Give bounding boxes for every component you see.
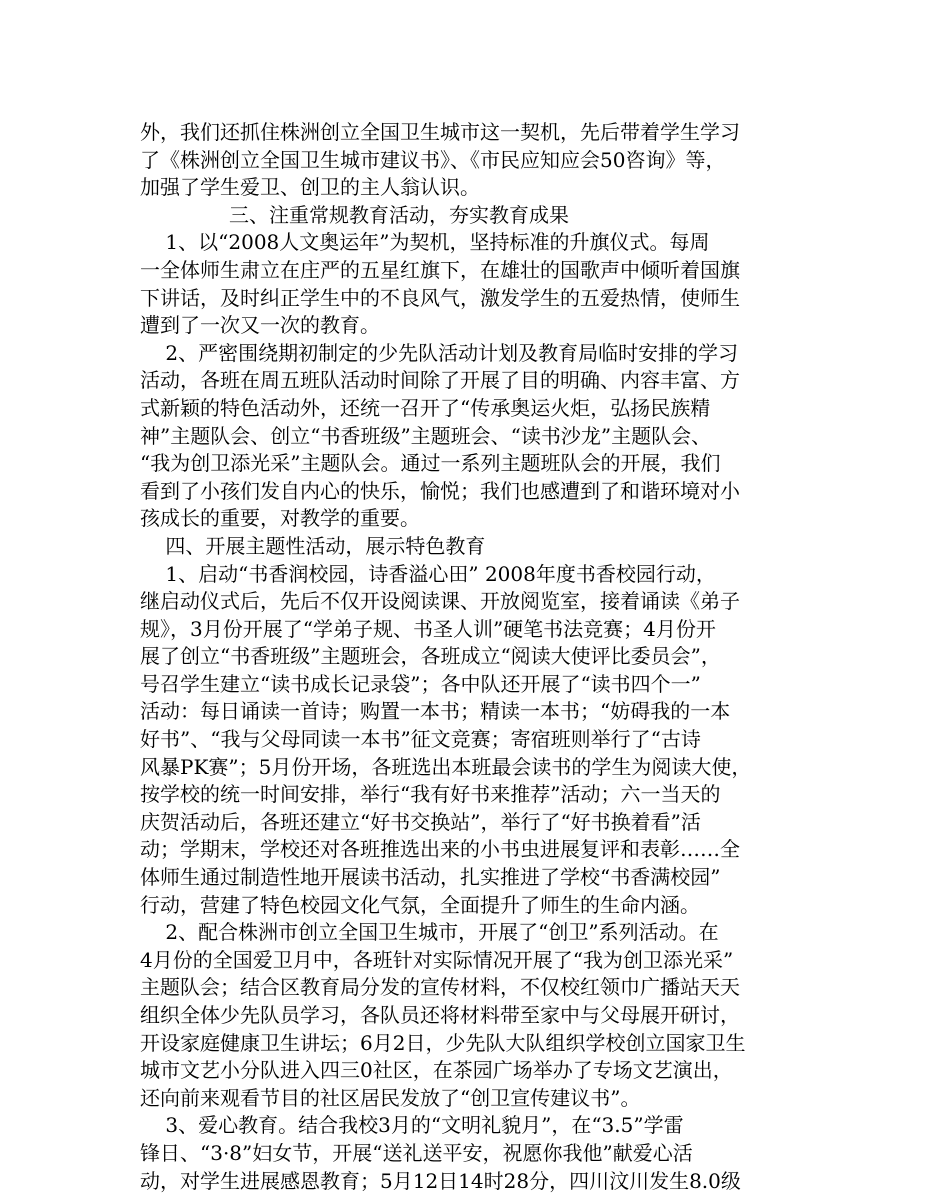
text-line: 展了创立“书香班级”主题班会，各班成立“阅读大使评比委员会”， xyxy=(140,644,721,669)
text-line: 动；学期末，学校还对各班推选出来的小书虫进展复评和表彰……全 xyxy=(140,837,740,862)
text-line: 遭到了一次又一次的教育。 xyxy=(140,313,380,338)
section-heading: 四、开展主题性活动，展示特色教育 xyxy=(140,533,486,558)
body-text xyxy=(140,119,820,1195)
text-line: 活动：每日诵读一首诗；购置一本书；精读一本书；“妨碍我的一本 xyxy=(140,699,731,724)
text-line: 按学校的统一时间安排，举行“我有好书来推荐”活动；六一当天的 xyxy=(140,782,721,807)
text-line: “我为创卫添光采”主题队会。通过一系列主题班队会的开展，我们 xyxy=(140,451,721,476)
text-line: 式新颖的特色活动外，还统一召开了“传承奥运火炬，弘扬民族精 xyxy=(140,395,711,420)
text-line: 1、启动“书香润校园，诗香溢心田” 2008年度书香校园行动， xyxy=(140,561,716,586)
text-line: 开设家庭健康卫生讲坛；6月2日，少先队大队组织学校创立国家卫生 xyxy=(140,1030,746,1055)
text-line: 继启动仪式后，先后不仅开设阅读课、开放阅览室，接着诵读《弟子 xyxy=(140,589,740,614)
text-line: 一全体师生肃立在庄严的五星红旗下，在雄壮的国歌声中倾听着国旗 xyxy=(140,257,740,282)
text-line: 行动，营建了特色校园文化气氛，全面提升了师生的生命内涵。 xyxy=(140,892,700,917)
text-line: 3、爱心教育。结合我校3月的“文明礼貌月”，在“3.5”学雷 xyxy=(140,1113,684,1138)
text-line: 城市文艺小分队进入四三0社区，在茶园广场举办了专场文艺演出， xyxy=(140,1058,733,1083)
text-line: 还向前来观看节目的社区居民发放了“创卫宣传建议书”。 xyxy=(140,1085,641,1110)
text-line: 庆贺活动后，各班还建立“好书交换站”，举行了“好书换着看”活 xyxy=(140,809,701,834)
text-line: 好书”、“我与父母同读一本书”征文竞赛；寄宿班则举行了“古诗 xyxy=(140,727,701,752)
text-line: 了《株洲创立全国卫生城市建议书》、《市民应知应会50咨询》等， xyxy=(140,147,726,172)
text-line: 1、以“2008人文奥运年”为契机，坚持标准的升旗仪式。每周 xyxy=(140,230,710,255)
text-line: 外，我们还抓住株洲创立全国卫生城市这一契机，先后带着学生学习 xyxy=(140,120,740,144)
text-line: 下讲话，及时纠正学生中的不良风气，激发学生的五爱热情，使师生 xyxy=(140,285,740,310)
text-line: 风暴PK赛”；5月份开场，各班选出本班最会读书的学生为阅读大使， xyxy=(140,754,752,779)
text-line: 2、配合株洲市创立全国卫生城市，开展了“创卫”系列活动。在 xyxy=(140,920,719,945)
text-line: 主题队会；结合区教育局分发的宣传材料，不仅校红领巾广播站天天 xyxy=(140,975,740,1000)
text-line: 组织全体少先队员学习，各队员还将材料带至家中与父母展开研讨， xyxy=(140,1003,740,1027)
text-line: 动，对学生进展感恩教育；5月12日14时28分，四川汶川发生8.0级 xyxy=(140,1168,741,1193)
text-line: 体师生通过制造性地开展读书活动，扎实推进了学校“书香满校园” xyxy=(140,865,721,890)
text-line: 4月份的全国爱卫月中，各班针对实际情况开展了“我为创卫添光采” xyxy=(140,947,734,972)
text-line: 孩成长的重要，对教学的重要。 xyxy=(140,506,420,531)
text-line: 神”主题队会、创立“书香班级”主题班会、“读书沙龙”主题队会、 xyxy=(140,423,712,448)
text-line: 锋日、“3·8”妇女节，开展“送礼送平安，祝愿你我他”献爱心活 xyxy=(140,1140,693,1165)
text-line: 规》，3月份开展了“学弟子规、书圣人训”硬笔书法竞赛；4月份开 xyxy=(140,616,716,641)
text-line: 加强了学生爱卫、创卫的主人翁认识。 xyxy=(140,175,480,200)
section-heading: 三、注重常规教育活动，夯实教育成果 xyxy=(140,202,570,227)
text-line: 看到了小孩们发自内心的快乐，愉悦；我们也感遭到了和谐环境对小 xyxy=(140,478,740,503)
text-line: 号召学生建立“读书成长记录袋”；各中队还开展了“读书四个一” xyxy=(140,671,701,696)
text-line: 2、严密围绕期初制定的少先队活动计划及教育局临时安排的学习 xyxy=(140,340,739,365)
text-line: 活动，各班在周五班队活动时间除了开展了目的明确、内容丰富、方 xyxy=(140,368,740,393)
